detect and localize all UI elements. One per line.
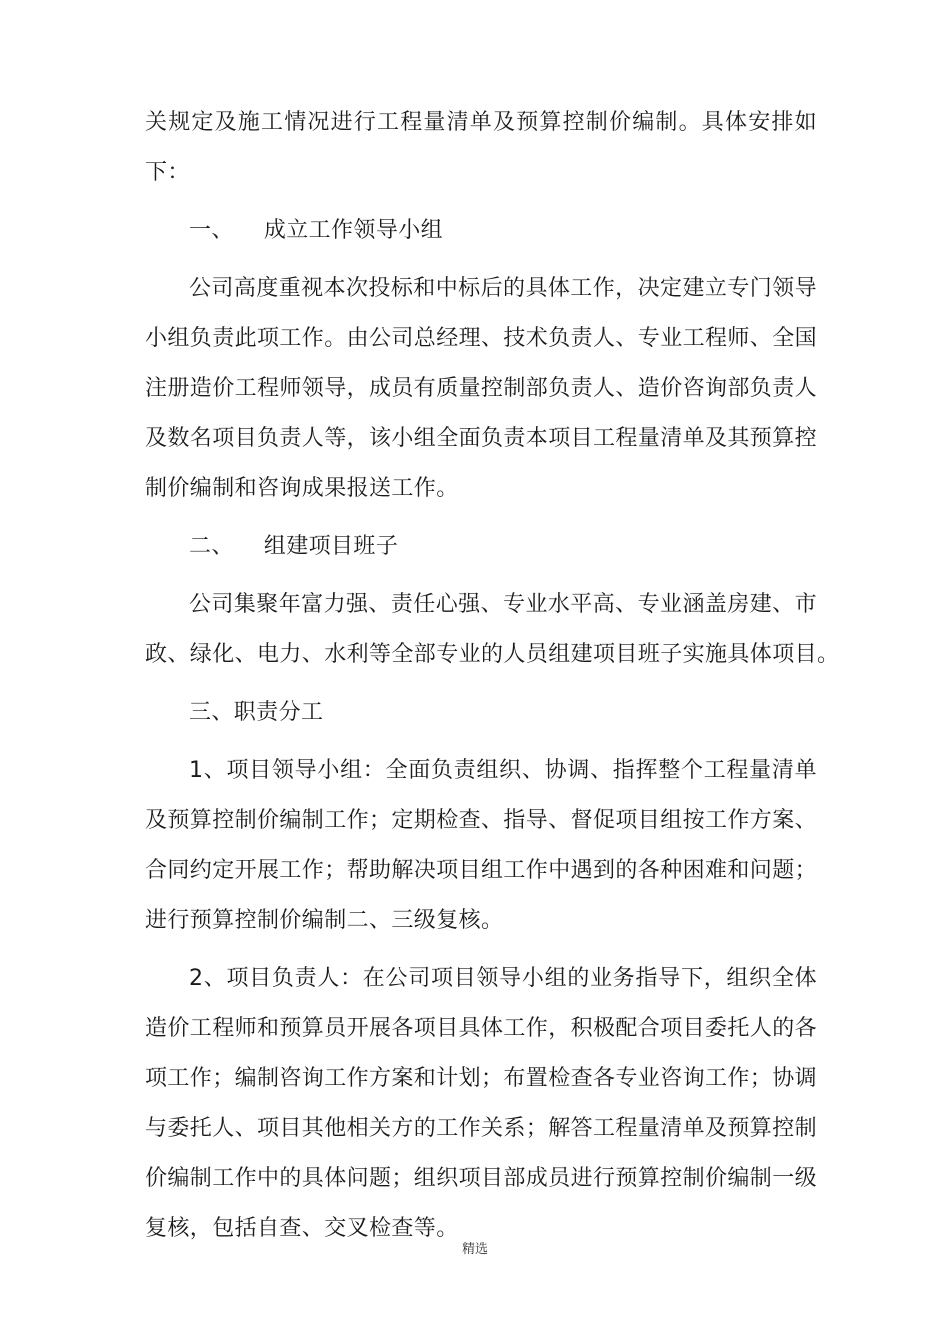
- paragraph-line: 公司集聚年富力强、责任心强、专业水平高、专业涵盖房建、市: [189, 592, 817, 617]
- section-number: 二、: [189, 534, 234, 559]
- section-number: 一、: [189, 218, 234, 243]
- paragraph-line: 注册造价工程师领导，成员有质量控制部负责人、造价咨询部负责人: [145, 376, 818, 401]
- paragraph-line: 合同约定开展工作；帮助解决项目组工作中遇到的各种困难和问题；: [145, 858, 818, 883]
- section-heading-3: 三、职责分工: [189, 700, 324, 725]
- page-footer: 精选: [461, 1242, 488, 1257]
- paragraph-line: 下：: [145, 160, 190, 185]
- paragraph-line: 价编制工作中的具体问题；组织项目部成员进行预算控制价编制一级: [145, 1166, 818, 1191]
- paragraph-line: 小组负责此项工作。由公司总经理、技术负责人、专业工程师、全国: [145, 326, 818, 351]
- section-heading-2: [145, 522, 817, 572]
- paragraph-line: 及预算控制价编制工作；定期检查、指导、督促项目组按工作方案、: [145, 808, 818, 833]
- paragraph-line: 造价工程师和预算员开展各项目具体工作，积极配合项目委托人的各: [145, 1016, 818, 1041]
- paragraph-line: 进行预算控制价编制二、三级复核。: [145, 908, 504, 933]
- section-title: 成立工作领导小组: [263, 218, 444, 243]
- document-body: [145, 98, 840, 1254]
- paragraph-line: 及数名项目负责人等，该小组全面负责本项目工程量清单及其预算控: [145, 426, 818, 451]
- paragraph-line: 与委托人、项目其他相关方的工作关系；解答工程量清单及预算控制: [145, 1116, 818, 1141]
- section-heading-1: [145, 206, 817, 256]
- paragraph-line: 1、项目领导小组：全面负责组织、协调、指挥整个工程量清单: [189, 758, 817, 783]
- section-title: 组建项目班子: [263, 534, 399, 559]
- paragraph-line: 关规定及施工情况进行工程量清单及预算控制价编制。具体安排如: [145, 110, 817, 135]
- paragraph-line: 2、项目负责人：在公司项目领导小组的业务指导下，组织全体: [189, 966, 817, 991]
- paragraph-line: 复核，包括自查、交叉检查等。: [145, 1216, 459, 1241]
- paragraph-line: 项工作；编制咨询工作方案和计划；布置检查各专业咨询工作；协调: [145, 1066, 818, 1091]
- paragraph-line: 政、绿化、电力、水利等全部专业的人员组建项目班子实施具体项目。: [145, 642, 840, 667]
- paragraph-line: 制价编制和咨询成果报送工作。: [145, 476, 459, 501]
- paragraph-line: 公司高度重视本次投标和中标后的具体工作，决定建立专门领导: [189, 276, 817, 301]
